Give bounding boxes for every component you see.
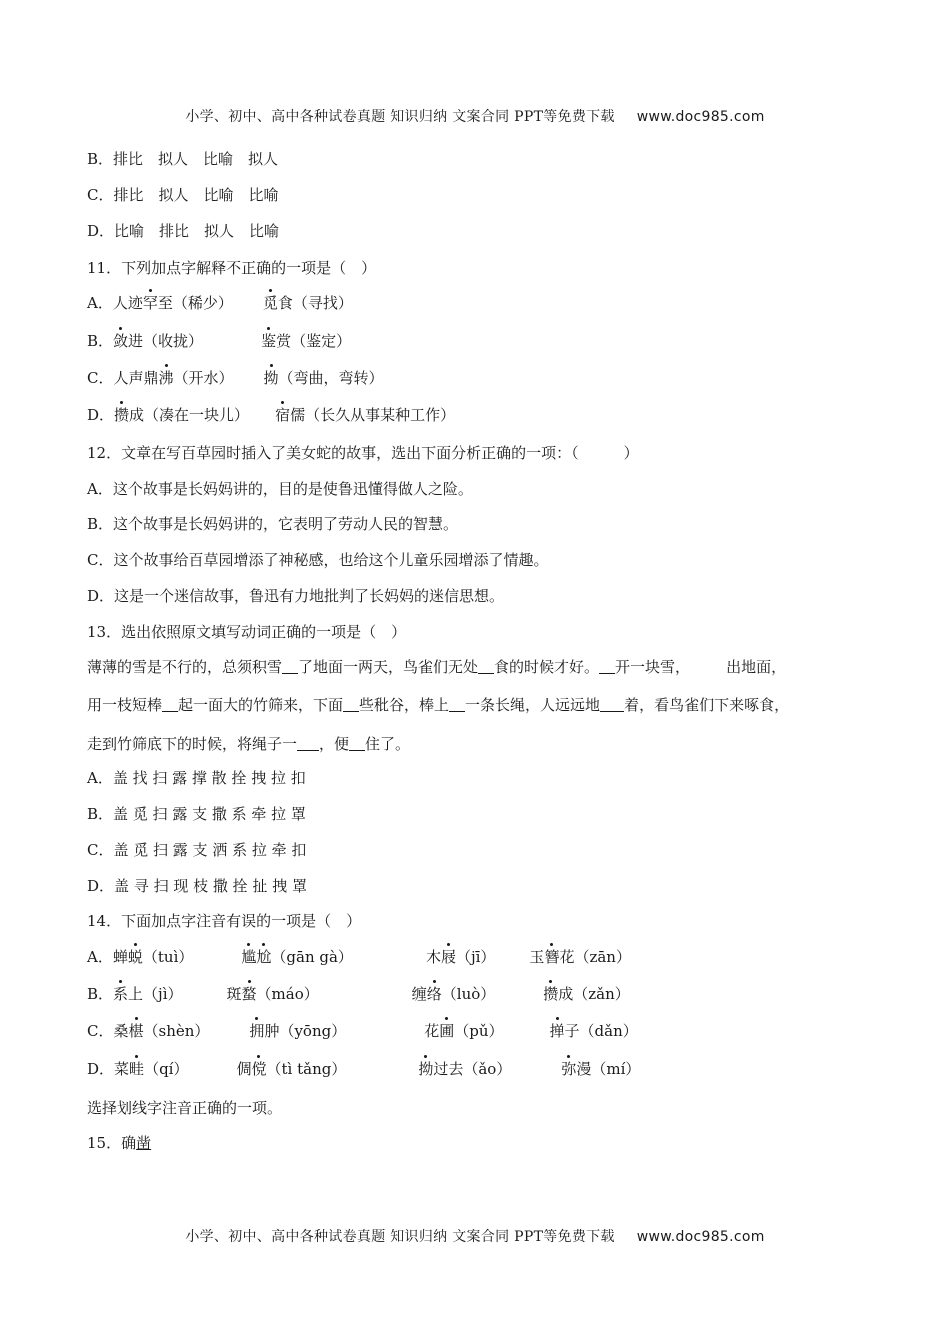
dotted-char: 攒 — [114, 406, 130, 424]
q13-option-b: B．盖 觅 扫 露 支 撒 系 牵 拉 罩 — [87, 805, 306, 823]
dotted-char: 傥 — [251, 1060, 267, 1078]
footer-text: 小学、初中、高中各种试卷真题 知识归纳 文案合同 PPT等免费下载 — [185, 1229, 615, 1245]
q13-passage-line-1: 薄薄的雪是不行的，总须积雪 了地面一两天，鸟雀们无处 食的时候才好。 开一块雪， 出地面， — [87, 658, 787, 676]
q12-stem: 12．文章在写百草园时插入了美女蛇的故事，选出下面分析正确的一项：（ ） — [87, 444, 639, 462]
answer-blank — [282, 658, 298, 674]
dotted-char: 攒 — [543, 985, 559, 1003]
dotted-char: 络 — [426, 985, 442, 1003]
dotted-char: 掸 — [549, 1022, 565, 1040]
footer-site: www.doc985.com — [636, 1229, 765, 1245]
q11-option-c: C．人声鼎沸（开水） 拗（弯曲，弯转） — [87, 369, 384, 387]
dotted-char: 拗 — [418, 1060, 434, 1078]
dotted-char: 罕 — [142, 294, 158, 312]
header-banner — [0, 106, 950, 126]
q13-passage-line-2: 用一枝短棒 起一面大的竹筛来，下面 些秕谷，棒上 一条长绳，人远远地 着，看鸟雀们下来啄食， — [87, 696, 790, 714]
answer-blank — [449, 696, 465, 712]
dotted-char: 畦 — [129, 1060, 145, 1078]
answer-blank — [297, 735, 319, 751]
answer-blank — [343, 696, 359, 712]
dotted-char: 圃 — [439, 1022, 455, 1040]
q14-option-a: A．蝉蜕（tuì） 尴尬（gān gà） 木屐（jī） 玉簪花（zān） — [87, 948, 631, 966]
q14-option-b: B．系上（jì） 斑蝥（máo） 缠络（luò） 攒成（zǎn） — [87, 985, 630, 1003]
dotted-char: 弥 — [561, 1060, 577, 1078]
dotted-char: 敛 — [113, 332, 129, 350]
q15-intro: 选择划线字注音正确的一项。 — [87, 1099, 283, 1117]
dotted-char: 鉴 — [261, 332, 277, 350]
dotted-char: 尴 — [241, 948, 257, 966]
q10-option-d: D．比喻 排比 拟人 比喻 — [87, 222, 280, 240]
dotted-char: 系 — [113, 985, 129, 1003]
q13-passage-line-3: 走到竹筛底下的时候，将绳子一 ，便 住了。 — [87, 735, 411, 753]
q14-stem: 14．下面加点字注音有误的一项是（ ） — [87, 912, 362, 930]
q13-option-c: C．盖 觅 扫 露 支 洒 系 拉 牵 扣 — [87, 841, 307, 859]
footer-banner — [0, 1226, 950, 1246]
q12-option-b: B．这个故事是长妈妈讲的，它表明了劳动人民的智慧。 — [87, 515, 459, 533]
q13-option-a: A．盖 找 扫 露 撑 散 拴 拽 拉 扣 — [87, 769, 306, 787]
dotted-char: 蝥 — [241, 985, 257, 1003]
underlined-char: 凿 — [136, 1134, 152, 1152]
dotted-char: 拗 — [263, 369, 279, 387]
q11-option-d: D．攒成（凑在一块儿） 宿儒（长久从事某种工作） — [87, 406, 456, 424]
q12-option-c: C．这个故事给百草园增添了神秘感，也给这个儿童乐园增添了情趣。 — [87, 551, 549, 569]
dotted-char: 蜕 — [127, 948, 143, 966]
answer-blank — [478, 658, 494, 674]
q11-option-a: A．人迹罕至（稀少） 觅食（寻找） — [87, 294, 353, 312]
q13-option-d: D．盖 寻 扫 现 枝 撒 拴 扯 拽 罩 — [87, 877, 307, 895]
answer-blank — [710, 658, 726, 674]
q12-option-d: D．这是一个迷信故事，鲁迅有力地批判了长妈妈的迷信思想。 — [87, 587, 505, 605]
answer-blank — [599, 658, 615, 674]
answer-blank — [162, 696, 178, 712]
dotted-char: 宿 — [275, 406, 291, 424]
dotted-char: 尬 — [256, 948, 272, 966]
q15-item: 15．确凿 — [87, 1134, 152, 1152]
q14-option-d: D．菜畦（qí） 倜傥（tì tǎng） 拗过去（ǎo） 弥漫（mí） — [87, 1060, 641, 1078]
q14-option-c: C．桑椹（shèn） 拥肿（yōng） 花圃（pǔ） 掸子（dǎn） — [87, 1022, 638, 1040]
header-text: 小学、初中、高中各种试卷真题 知识归纳 文案合同 PPT等免费下载 — [185, 109, 615, 125]
dotted-char: 簪 — [544, 948, 560, 966]
q11-stem: 11．下列加点字解释不正确的一项是（ ） — [87, 259, 377, 277]
answer-blank — [349, 735, 365, 751]
q10-option-b: B．排比 拟人 比喻 拟人 — [87, 150, 279, 168]
header-site: www.doc985.com — [636, 109, 765, 125]
dotted-char: 屐 — [440, 948, 456, 966]
dotted-char: 拥 — [249, 1022, 265, 1040]
dotted-char: 沸 — [158, 369, 174, 387]
q11-option-b: B．敛进（收拢） 鉴赏（鉴定） — [87, 332, 352, 350]
q13-stem: 13．选出依照原文填写动词正确的一项是（ ） — [87, 623, 407, 641]
dotted-char: 觅 — [262, 294, 278, 312]
answer-blank — [600, 696, 624, 712]
q10-option-c: C．排比 拟人 比喻 比喻 — [87, 186, 279, 204]
dotted-char: 椹 — [128, 1022, 144, 1040]
q12-option-a: A．这个故事是长妈妈讲的，目的是使鲁迅懂得做人之险。 — [87, 480, 473, 498]
